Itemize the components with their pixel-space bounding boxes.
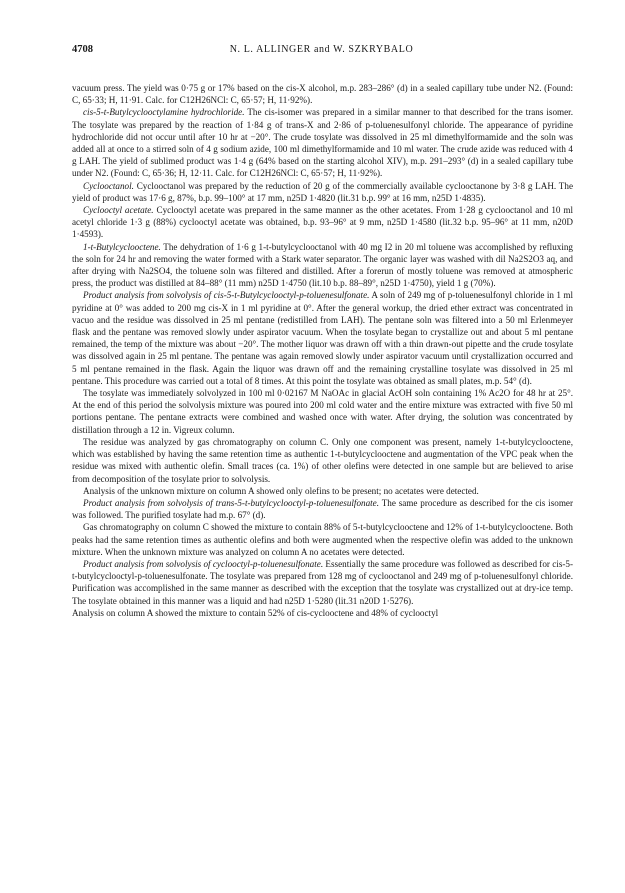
paragraph-lead: Product analysis from solvolysis of trans-5-t-butylcyclooctyl-p-toluenesulfonate. (83, 497, 380, 508)
paragraph-lead: cis-5-t-Butylcyclooctylamine hydrochloride. (83, 107, 245, 118)
paragraph (72, 241, 573, 290)
paragraph-lead: Product analysis from solvolysis of cyclooctyl-p-toluenesulfonate. (83, 558, 324, 569)
paragraph (72, 106, 573, 179)
paragraph-text: A soln of 249 mg of p-toluenesulfonyl chloride in 1 ml pyridine at 0° was added to 200 mg cis-X in 1 ml pyridine at 0°. After the general workup, the dried ether extract was concentrated in vacuo and the residue was dissolved in 25 ml pentane (redistilled from LAH). The pentane soln was filtered into a 50 ml Erlenmeyer flask and the pentane was removed slowly under aspirator vacuum. When the tosylate began to crystallize out and about 5 ml pentane remained, the temp of the mixture was about −20°. The mother liquor was drawn off with a thin drawn-out pipette and the crude tosylate was dissolved again in 25 ml pentane. The pentane was again removed slowly under aspirator vacuum until crystallization occurred and 5 ml pentane remained in the flask. Again the liquor was drawn off and the remaining crystalline tosylate was dissolved in 25 ml pentane. This procedure was carried out a total of 8 times. At this point the tosylate was obtained as small plates, m.p. 54° (d). (72, 290, 573, 386)
paragraph (72, 289, 573, 387)
paragraph-text: The same procedure as described for the cis isomer was followed. The purified tosylate had m.p. 67° (d). (72, 497, 574, 521)
paragraph (72, 558, 573, 607)
paragraph (72, 436, 573, 485)
paragraph (72, 485, 573, 497)
running-head: N. L. ALLINGER and W. SZKRYBALO (229, 44, 414, 55)
paragraph-lead: Cyclooctanol. (83, 180, 134, 191)
paragraph-text: The residue was analyzed by gas chromatography on column C. Only one component was present, namely 1-t-butylcyclooctene, which was established by having the same retention time as authentic 1-t-butylcyclooctene and augmentation of the VPC peak when the residue was mixed with authentic olefin. Small traces (ca. 1%) of other olefins were detected in one sample but are believed to arise from decomposition of the tosylate prior to solvolysis. (72, 436, 573, 484)
paragraph-text: Analysis of the unknown mixture on column A showed only olefins to be present; no acetates were detected. (83, 485, 479, 496)
page-header (72, 44, 571, 60)
paragraph (72, 82, 573, 106)
paragraph-lead: Cyclooctyl acetate. (83, 205, 154, 216)
paragraph-text: The tosylate was immediately solvolyzed in 100 ml 0·02167 M NaOAc in glacial AcOH soln containing 1% Ac2O for 48 hr at 25°. At the end of this period the solvolysis mixture was poured into 200 ml cold water and the entire mixture was extracted with five 50 ml portions pentane. The pentane extracts were combined and washed once with water. After drying, the solution was concentrated by distillation through a 12 in. Vigreux column. (72, 388, 573, 435)
paragraph-lead: Product analysis from solvolysis of cis-5-t-Butylcyclooctyl-p-toluenesulfonate. (83, 290, 370, 301)
paragraph-text: The dehydration of 1·6 g 1-t-butylcyclooctanol with 40 mg I2 in 20 ml toluene was accomplished by refluxing the soln for 24 hr and removing the water formed with a Stark water separator. The organic layer was washed with dil Na2S2O3 aq, and after drying with Na2SO4, the toluene soln was filtered and distilled. After a forerun of mostly toluene was removed at atmospheric press, the product was distilled at 84–88° (11 mm) n25D 1·4750 (lit.10 b.p. 88–89°, n25D 1·4750), yield 1 g (70%). (72, 241, 573, 289)
article-body (72, 82, 573, 619)
paragraph (72, 180, 573, 204)
paragraph (72, 607, 573, 619)
paragraph-text: vacuum press. The yield was 0·75 g or 17% based on the cis-X alcohol, m.p. 283–286° (d) in a sealed capillary tube under N2. (Found: C, 65·33; H, 11·91. Calc. for C12H26NCl: C, 65·57; H, 11·92%). (72, 83, 573, 106)
paragraph-lead: 1-t-Butylcyclooctene. (83, 241, 161, 252)
paragraph (72, 521, 573, 558)
paragraph-text: Analysis on column A showed the mixture to contain 52% of cis-cyclooctene and 48% of cyclooctyl (72, 607, 439, 618)
paragraph (72, 204, 573, 241)
paragraph-text: Essentially the same procedure was followed as described for cis-5-t-butylcyclooctyl-p-toluenesulfonate. The tosylate was prepared from 128 mg of cyclooctanol and 249 mg of p-toluenesulfonyl chloride. Purification was accomplished in the same manner as described with the exception that the tosylate was crystallized out at dry-ice temp. The tosylate obtained in this manner was a liquid and had n25D 1·5280 (lit.31 n20D 1·5276). (72, 558, 574, 606)
paragraph-text: Cyclooctanol was prepared by the reduction of 20 g of the commercially available cyclooctanone by 3·8 g LAH. The yield of product was 17·6 g, 87%, b.p. 99–100° at 17 mm, n25D 1·4820 (lit.31 b.p. 99° at 16 mm, n25D 1·4835). (72, 180, 573, 203)
paragraph (72, 387, 573, 436)
paragraph (72, 497, 573, 521)
paragraph-text: Gas chromatography on column C showed the mixture to contain 88% of 5-t-butylcyclooctene and 12% of 1-t-butylcyclooctene. Both peaks had the same retention times as authentic olefins and both were augmented when the respective olefin was added to the unknown mixture. When the unknown mixture was analyzed on column A no acetates were detected. (72, 522, 573, 557)
paragraph-text: Cyclooctyl acetate was prepared in the same manner as the other acetates. From 1·28 g cyclooctanol and 10 ml acetyl chloride 1·3 g (88%) cyclooctyl acetate was obtained, b.p. 93–96° at 9 mm, n25D 1·4580 (lit.32 b.p. 95–96° at 11 mm, n20D 1·4593). (72, 205, 574, 240)
paragraph-text: The cis-isomer was prepared in a similar manner to that described for the trans isomer. The tosylate was prepared by the reaction of 1·84 g of trans-X and 2·86 of p-toluenesulfonyl chloride. The appearance of pyridine hydrochloride did not occur until after 10 hr at −20°. The crude tosylate was dissolved in 25 ml dimethylformamide and the soln was added all at once to a stirred soln of 4 g sodium azide, 100 ml dimethylformamide and 10 ml water. The crude azide was reduced with 4 g LAH. The yield of sublimed product was 1·4 g (64% based on the starting alcohol XIV), m.p. 291–293° (d) in a sealed capillary tube under N2. (Found: C, 65·36; H, 12·11. Calc. for C12H26NCl: C, 65·57; H, 11·92%). (72, 107, 573, 179)
page-number: 4708 (72, 44, 93, 55)
